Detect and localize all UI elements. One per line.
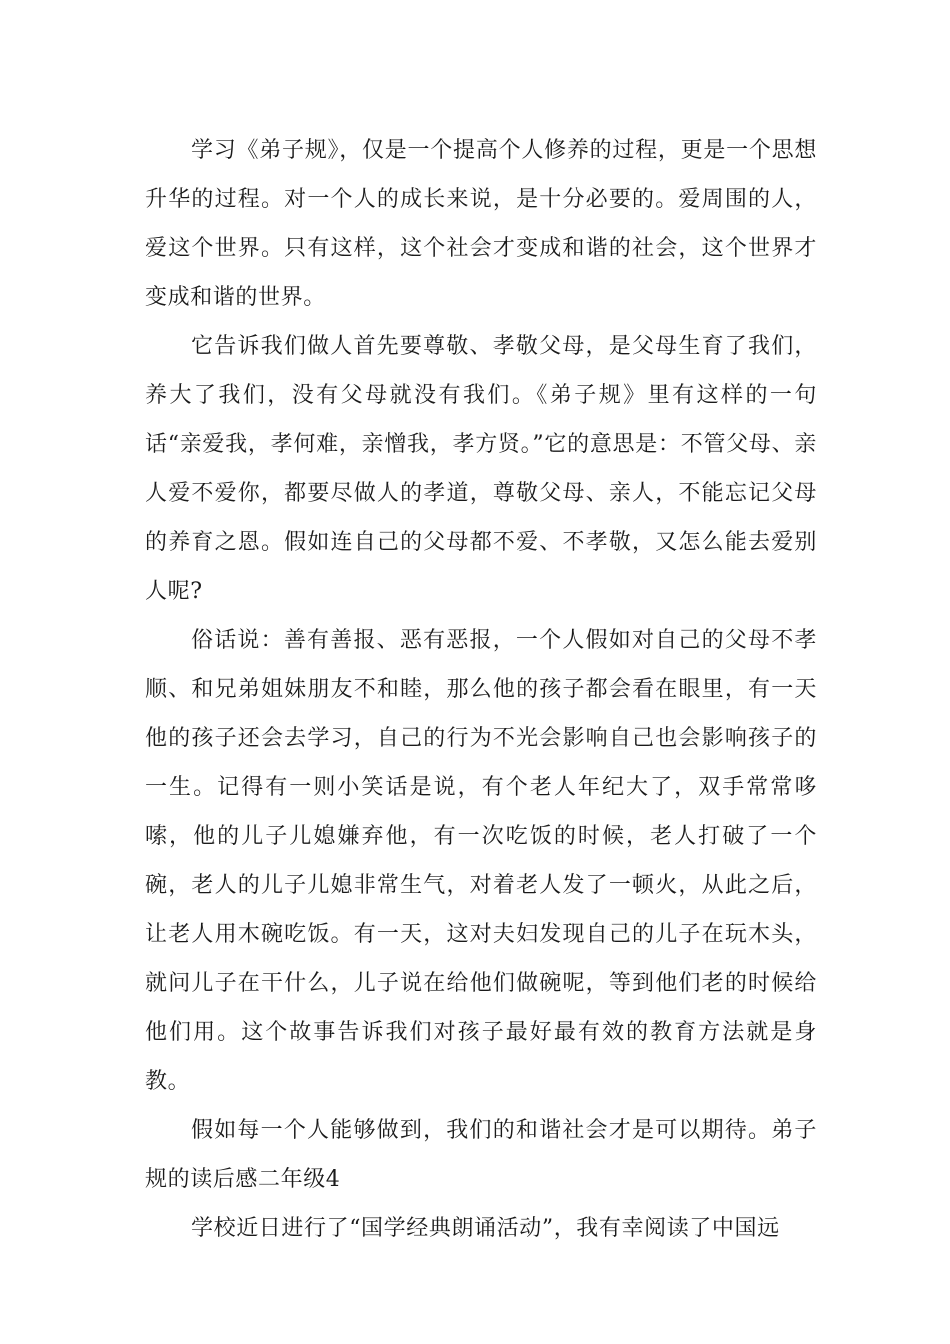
document-body [145,126,817,1253]
paragraph-5: 学校近日进行了“国学经典朗诵活动”，我有幸阅读了中国远 [191,1216,780,1241]
paragraph-4: 假如每一个人能够做到，我们的和谐社会才是可以期待。弟子规的读后感二年级4 [145,1118,817,1192]
paragraph-3: 俗话说：善有善报、恶有恶报，一个人假如对自己的父母不孝顺、和兄弟姐妹朋友不和睦，那么他的孩子都会看在眼里，有一天他的孩子还会去学习，自己的行为不光会影响自己也会影响孩子的一生。记得有一则小笑话是说，有个老人年纪大了，双手常常哆嗦，他的儿子儿媳嫌弃他，有一次吃饭的时候，老人打破了一个碗，老人的儿子儿媳非常生气，对着老人发了一顿火，从此之后，让老人用木碗吃饭。有一天，这对夫妇发现自己的儿子在玩木头，就问儿子在干什么，儿子说在给他们做碗呢，等到他们老的时候给他们用。这个故事告诉我们对孩子最好最有效的教育方法就是身教。 [145,628,817,1094]
paragraph-2: 它告诉我们做人首先要尊敬、孝敬父母，是父母生育了我们，养大了我们，没有父母就没有我们。《弟子规》里有这样的一句话“亲爱我，孝何难，亲憎我，孝方贤。”它的意思是：不管父母、亲人爱不爱你，都要尽做人的孝道，尊敬父母、亲人，不能忘记父母的养育之恩。假如连自己的父母都不爱、不孝敬，又怎么能去爱别人呢? [145,334,817,604]
paragraph-1: 学习《弟子规》，仅是一个提高个人修养的过程，更是一个思想升华的过程。对一个人的成长来说，是十分必要的。爱周围的人，爱这个世界。只有这样，这个社会才变成和谐的社会，这个世界才变成和谐的世界。 [145,138,817,310]
